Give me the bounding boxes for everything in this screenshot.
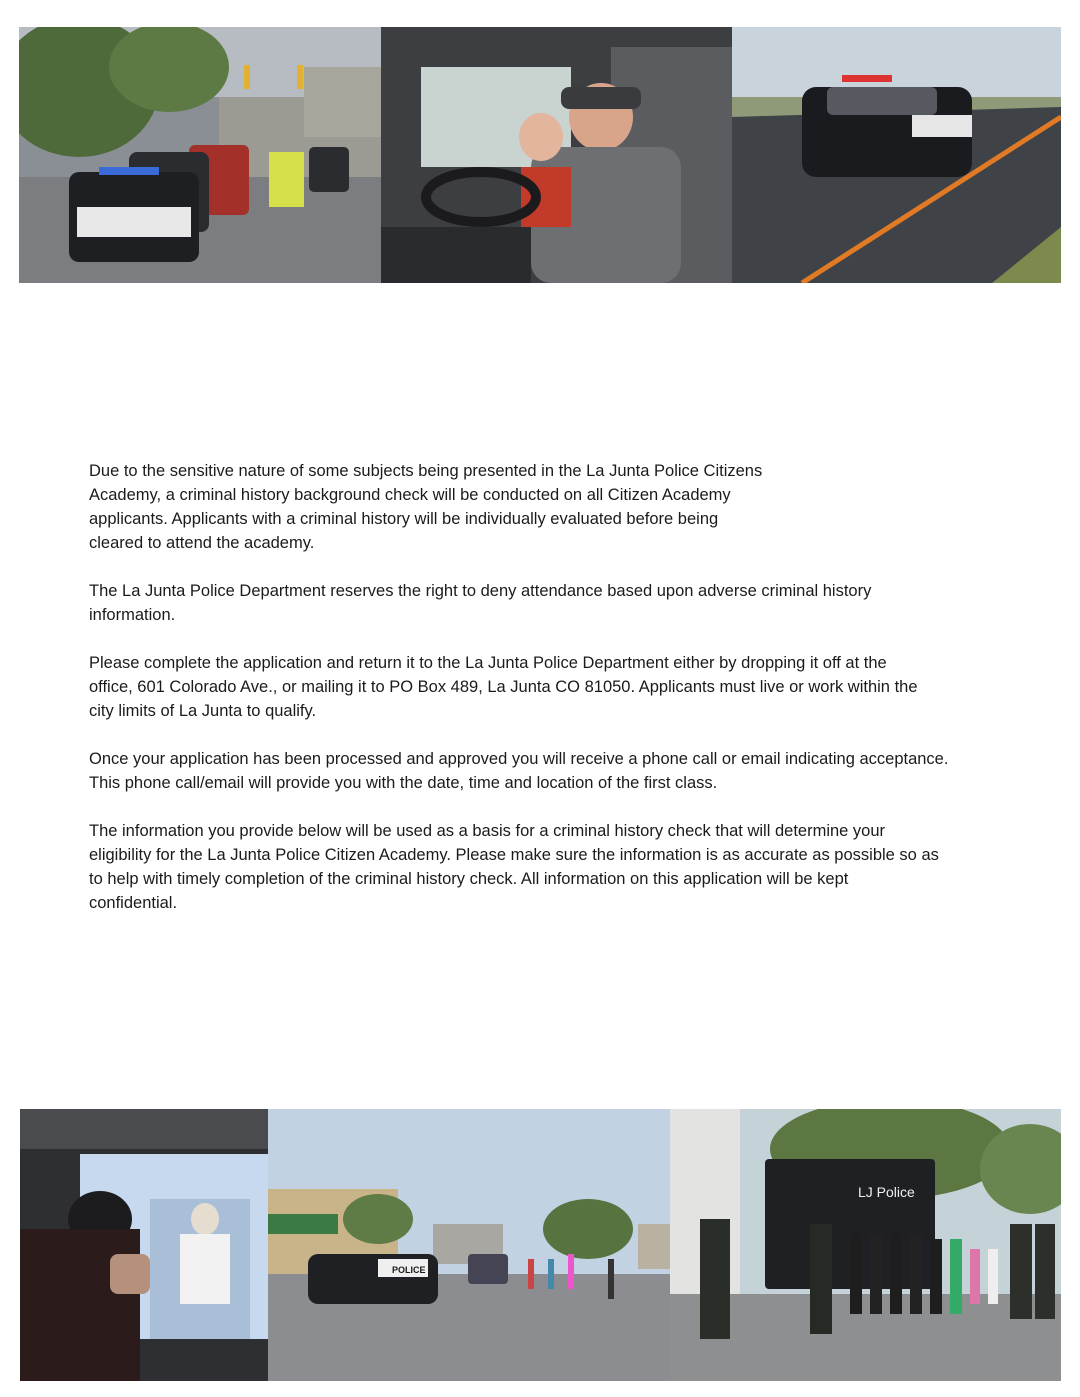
paragraph-submission-instructions: Please complete the application and return it to the La Junta Police Department either by dropping it off at the office, 601 Colorado Ave., or mailing it to PO Box 489, La Junta CO 81050. Applicants must live or work within the city limits of La Junta to qualify. (89, 654, 918, 720)
car-door-label: POLICE (392, 1265, 426, 1275)
photo-street-event (268, 1109, 670, 1381)
application-instructions (89, 459, 1034, 939)
photo-training-simulator (20, 1109, 268, 1381)
photo-officers-with-families (670, 1109, 1061, 1381)
paragraph-acceptance-notice: Once your application has been processed and approved you will receive a phone call or email indicating acceptance. This phone call/email will provide you with the date, time and location of the first class. (89, 750, 949, 792)
trailer-sign: LJ Police (858, 1184, 915, 1200)
photo-officer-in-patrol-car (381, 27, 732, 283)
photo-patrol-suv-on-road (732, 27, 1061, 283)
paragraph-confidentiality: The information you provide below will be used as a basis for a criminal history check that will determine your eligibility for the La Junta Police Citizen Academy. Please make sure the information is as accurate as possible so as to help with timely completion of the criminal history check. All information on this application will be kept confidential. (89, 822, 939, 912)
photo-parade-police-cars (19, 27, 381, 283)
paragraph-right-to-deny: The La Junta Police Department reserves the right to deny attendance based upon adverse criminal history information. (89, 582, 872, 624)
paragraph-background-check: Due to the sensitive nature of some subjects being presented in the La Junta Police Citizens Academy, a criminal history background check will be conducted on all Citizen Academy applicants. Applicants with a criminal history will be individually evaluated before being cleared to attend the academy. (89, 462, 763, 552)
